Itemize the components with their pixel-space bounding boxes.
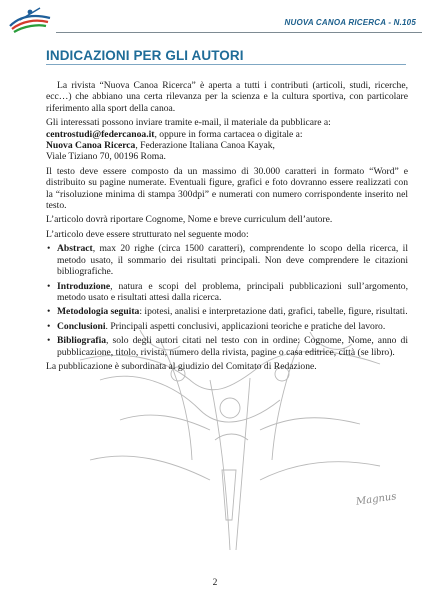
page-number: 2 [212, 578, 218, 588]
bullet-icon: • [47, 243, 51, 255]
list-item-term: Introduzione [57, 280, 111, 292]
submission-intro: Gli interessati possono inviare tramite e-mail, il materiale da pubblicare a: [46, 117, 331, 129]
artist-signature: Magnus [355, 491, 398, 508]
list-item-text: , solo degli autori citati nel testo con in ordine: Cognome, Nome, anno di pubblicazione, titolo, rivista, numero della rivista, pagine o casa editrice, città (se libro). [57, 335, 408, 358]
page-title: INDICAZIONI PER GLI AUTORI [46, 48, 244, 63]
canoe-logo-icon [8, 4, 52, 34]
list-item [46, 335, 408, 358]
author-paragraph: L’articolo dovrà riportare Cognome, Nome e breve curriculum dell’autore. [46, 214, 333, 226]
list-item-text: , max 20 righe (circa 1500 caratteri), comprendente lo scopo della ricerca, il metodo usato, il sommario dei risultati principali. Non deve comprendere le citazioni bibliografiche. [57, 243, 408, 278]
list-item-term: Abstract [57, 243, 93, 255]
bullet-icon: • [47, 320, 51, 332]
title-underline [46, 64, 406, 65]
list-item-term: Bibliografia [57, 335, 107, 347]
bullet-icon: • [47, 335, 51, 347]
journal-title: NUOVA CANOA RICERCA - N.105 [284, 18, 416, 27]
structure-list [46, 243, 408, 358]
page-header [0, 0, 430, 40]
list-item [46, 243, 408, 277]
list-item [46, 321, 408, 332]
list-item-text: : ipotesi, analisi e interpretazione dati, grafici, tabelle, figure, risultati. [139, 306, 408, 318]
journal-name: Nuova Canoa Ricerca [46, 140, 136, 152]
header-rule [56, 32, 422, 33]
format-paragraph: Il testo deve essere composto da un massimo di 30.000 caratteri in formato “Word” e distribuito su pagine numerate. Eventuali figure, grafici e foto dovranno essere realizzati con la “risoluzione minima di stampa 300dpi” e numerati con numero corrispondente inserito nel testo. [46, 165, 408, 212]
postal-address: Viale Tiziano 70, 00196 Roma. [46, 151, 166, 163]
submission-paragraph [46, 117, 408, 163]
bullet-icon: • [47, 306, 51, 318]
list-item-term: Conclusioni [57, 320, 106, 332]
list-item-text: . Principali aspetti conclusivi, applicazioni teoriche e pratiche del lavoro. [105, 320, 386, 332]
list-item [46, 306, 408, 317]
article-body [46, 80, 408, 375]
list-item [46, 281, 408, 304]
submission-email[interactable]: centrostudi@federcanoa.it [46, 128, 155, 140]
list-item-text: , natura e scopi del problema, principali pubblicazioni sull’argomento, metodo usato e risultati attesi dalla ricerca. [57, 280, 408, 303]
intro-paragraph: La rivista “Nuova Canoa Ricerca” è aperta a tutti i contributi (articoli, studi, ricerche, ecc…) che abbiano una certa rilevanza per la scienza e la cultura sportiva, con particolare riferimento alla sport della canoa. [46, 80, 408, 114]
organization: , Federazione Italiana Canoa Kayak, [135, 140, 275, 152]
list-item-term: Metodologia seguita [57, 306, 140, 318]
structure-paragraph: L’articolo deve essere strutturato nel seguente modo: [46, 228, 249, 240]
bullet-icon: • [47, 280, 51, 292]
submission-alt: , oppure in forma cartacea o digitale a: [154, 128, 303, 140]
closing-paragraph: La pubblicazione è subordinata al giudizio del Comitato di Redazione. [46, 360, 317, 372]
